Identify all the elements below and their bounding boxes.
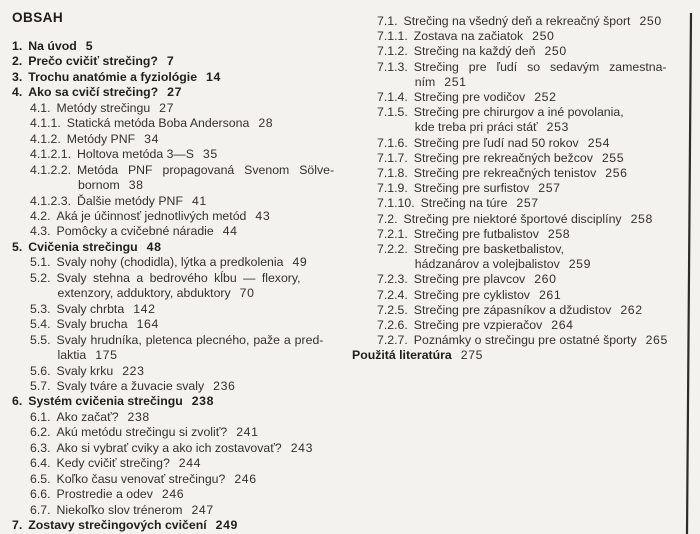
page-number: 7 [166, 54, 175, 69]
page-number: 175 [95, 348, 118, 363]
page-number: 223 [122, 363, 145, 378]
toc-entry-line [30, 333, 346, 348]
entry-number: 7.1.6. [377, 135, 408, 150]
page-number: 38 [128, 178, 144, 193]
toc-entry-line [30, 224, 346, 239]
page-number: 246 [234, 471, 257, 486]
entry-number: 6.4. [30, 456, 51, 471]
entry-text: Ako začať? [56, 409, 119, 424]
page-number: 27 [167, 85, 183, 100]
toc-entry [12, 240, 346, 255]
toc-entry-line [30, 147, 346, 162]
toc-entry-line [30, 255, 346, 270]
entry-text: Metódy PNF [66, 131, 136, 146]
page-number: 34 [144, 131, 160, 146]
toc-entry [377, 242, 687, 272]
toc-entry-line [377, 181, 687, 196]
toc-entry-continuation [30, 348, 346, 363]
toc-entry-line [377, 151, 687, 166]
entry-text: Strečing na všedný deň a rekreačný šport [403, 14, 631, 28]
entry-number: 6. [12, 394, 23, 409]
page-number: 251 [444, 74, 467, 89]
entry-number: 7.1.5. [377, 105, 408, 120]
toc-entry-line [377, 212, 687, 227]
entry-number: 6.1. [30, 409, 51, 424]
entry-text: Strečing pre surfistov [413, 181, 530, 196]
entry-number: 4.1.1. [30, 116, 61, 131]
entry-text-continued: extenzory, adduktory, abduktory [57, 286, 231, 301]
page-number: 41 [191, 193, 207, 208]
entry-text: Použitá literatúra [352, 348, 452, 363]
page-number: 256 [605, 166, 628, 181]
entry-number: 6.7. [30, 502, 51, 517]
entry-text: Poznámky o strečingu pre ostatné športy [413, 333, 637, 348]
entry-text: Strečing pre zápasníkov a džudistov [413, 302, 612, 317]
page-number: 253 [546, 120, 569, 135]
page-number: 254 [587, 135, 611, 150]
toc-entry-continuation [30, 178, 346, 193]
entry-number: 5.4. [30, 317, 51, 332]
toc-entry [352, 348, 687, 363]
entry-text: Svaly stehna a bedrového kĺbu — flexory, [56, 270, 301, 285]
entry-text: Strečing pre ľudí nad 50 rokov [413, 135, 579, 150]
entry-text: Statická metóda Boba Andersona [66, 116, 250, 131]
entry-text: Prostredie a odev [56, 487, 153, 502]
entry-number: 4.1. [30, 100, 51, 115]
toc-entry [377, 14, 687, 29]
toc-entry [30, 194, 346, 209]
toc-entry [30, 333, 346, 364]
page-number: 243 [290, 440, 314, 455]
page-number: 249 [215, 518, 238, 533]
toc-entry [377, 333, 687, 348]
toc-entry-line [30, 456, 346, 471]
toc-entry-line [30, 425, 346, 440]
entry-number: 4.2. [30, 208, 51, 223]
toc-entry [30, 302, 346, 317]
toc-entry-line [377, 90, 687, 105]
entry-text: Zostavy strečingových cvičení [28, 518, 207, 533]
toc-entry-line [377, 333, 687, 348]
page-number: 142 [133, 301, 156, 316]
entry-text: Strečing pre rekreačných tenistov [413, 166, 597, 181]
entry-text: Svaly nohy (chodidla), lýtka a predkolenia [56, 255, 284, 270]
page-number: 5 [85, 39, 94, 53]
page-number: 262 [620, 302, 643, 317]
toc-entry [377, 318, 687, 333]
entry-number: 5.1. [30, 255, 51, 270]
page-number: 259 [568, 257, 592, 272]
entry-text: Niekoľko slov trénerom [56, 502, 183, 517]
toc-entry-line [30, 101, 346, 116]
toc-entry-line [377, 14, 687, 29]
entry-text: Prečo cvičiť strečing? [28, 54, 158, 69]
toc-entry-line [30, 132, 346, 147]
toc-entry-line [12, 70, 346, 85]
toc-entry [30, 116, 346, 131]
toc-entry [30, 163, 346, 194]
toc-entry-line [30, 503, 346, 518]
toc-entry [377, 44, 687, 59]
entry-number: 7. [12, 518, 23, 533]
entry-number: 5.6. [30, 363, 51, 378]
entry-text: Strečing pre vzpieračov [413, 318, 543, 333]
toc-entry-line [352, 348, 687, 363]
page-number: 244 [178, 456, 202, 471]
entry-text: Holtova metóda 3—S [77, 147, 194, 162]
entry-number: 4. [12, 85, 23, 100]
toc-entry [12, 70, 346, 85]
toc-entry-line [30, 302, 346, 317]
entry-text: Strečing pre futbalistov [413, 226, 539, 241]
toc-entry-line [12, 518, 346, 533]
toc-entry-line [30, 317, 346, 332]
toc-column-right [352, 14, 687, 364]
toc-entry [377, 151, 687, 166]
entry-number: 4.1.2.3. [30, 193, 72, 208]
entry-text: Ako sa cvičí strečing? [28, 85, 159, 100]
toc-entry-line [377, 288, 687, 303]
entry-text-continued: hádzanárov a volejbalistov [414, 257, 560, 272]
page-number: 257 [538, 181, 561, 196]
page-number: 241 [236, 425, 259, 440]
entry-text-continued: ním [414, 74, 436, 89]
entry-number: 7.2.4. [377, 287, 408, 302]
entry-number: 7.2.2. [377, 242, 408, 257]
entry-number: 7.1.4. [377, 90, 408, 105]
page-number: 43 [255, 208, 271, 223]
toc-entry-line [12, 394, 346, 409]
toc-entry [12, 39, 346, 54]
entry-text: Pomôcky a cvičebné náradie [56, 224, 214, 239]
page-number: 258 [547, 226, 571, 241]
toc-entry [377, 272, 687, 287]
toc-entry-line [377, 196, 687, 211]
toc-entries-left [12, 39, 346, 534]
page-number: 247 [191, 502, 214, 517]
entry-text: Strečing pre vodičov [413, 90, 526, 105]
page-number: 250 [544, 44, 567, 59]
toc-entry [30, 503, 346, 518]
toc-entry [30, 441, 346, 456]
page-number: 246 [161, 487, 185, 502]
entry-number: 7.1.2. [377, 44, 408, 59]
toc-entry [377, 166, 687, 181]
entry-text: Strečing pre ľudí so sedavým zamestna- [413, 59, 667, 74]
entry-text: Strečing pre niektoré športové disciplíny [403, 211, 622, 226]
toc-entry [30, 271, 346, 302]
toc-entry [377, 136, 687, 151]
page-title: OBSAH [12, 10, 64, 25]
page-number: 164 [136, 317, 159, 332]
entry-text: Koľko času venovať strečingu? [56, 471, 226, 486]
toc-entry [30, 379, 346, 394]
entry-number: 7.2.1. [377, 226, 408, 241]
toc-entry-line [377, 105, 687, 120]
toc-entry-line [12, 54, 346, 69]
page-number: 250 [639, 14, 662, 28]
entry-text: Na úvod [28, 39, 77, 53]
toc-entry [30, 364, 346, 379]
page-number: 27 [159, 100, 175, 115]
entry-text: Metódy strečingu [56, 100, 151, 115]
page-number: 264 [551, 318, 574, 333]
entry-number: 7.1. [377, 14, 398, 28]
page-number: 255 [601, 150, 625, 165]
toc-entry-continuation [30, 286, 346, 301]
page-number: 260 [534, 272, 557, 287]
toc-entry [30, 132, 346, 147]
toc-entry [30, 425, 346, 440]
entry-text: Svaly tváre a žuvacie svaly [56, 378, 205, 393]
entry-text-continued: laktia [57, 348, 87, 363]
toc-entry-line [30, 271, 346, 286]
toc-entry-line [377, 44, 687, 59]
toc-entry [30, 101, 346, 116]
entry-text: Svaly chrbta [56, 301, 125, 316]
entry-number: 4.1.2. [30, 131, 61, 146]
page-number: 70 [239, 286, 255, 301]
toc-entry-line [377, 272, 687, 287]
entry-text: Kedy cvičiť strečing? [56, 456, 170, 471]
entry-number: 3. [12, 69, 23, 84]
entry-number: 7.2.7. [377, 333, 408, 348]
toc-entry [377, 60, 687, 90]
toc-entry [30, 472, 346, 487]
page-number: 44 [222, 224, 238, 239]
entry-number: 6.5. [30, 471, 51, 486]
toc-entries-right [352, 14, 687, 364]
entry-number: 6.3. [30, 440, 51, 455]
toc-entry-line [377, 227, 687, 242]
entry-number: 1. [12, 39, 23, 53]
toc-entry [30, 255, 346, 270]
toc-entry [377, 90, 687, 105]
toc-entry-line [12, 85, 346, 100]
page-number: 48 [146, 239, 162, 254]
toc-entry [377, 105, 687, 135]
toc-entry [30, 209, 346, 224]
page-number: 49 [292, 255, 308, 270]
entry-text: Strečing na každý deň [413, 44, 536, 59]
toc-entry-line [30, 379, 346, 394]
entry-number: 4.1.2.2. [30, 162, 72, 177]
entry-text: Strečing na túre [420, 196, 508, 211]
page-number: 265 [645, 333, 668, 348]
entry-number: 7.1.10. [377, 196, 415, 211]
toc-entry [377, 288, 687, 303]
toc-entry-line [12, 240, 346, 255]
page-number: 35 [202, 147, 218, 162]
toc-entry [30, 317, 346, 332]
toc-entry [12, 394, 346, 409]
page-number: 236 [213, 378, 236, 393]
page-number: 252 [534, 90, 557, 105]
toc-entry-line [30, 209, 346, 224]
toc-entry-continuation [377, 75, 687, 90]
toc-entry-line [377, 29, 687, 44]
entry-text: Strečing pre basketbalistov, [413, 242, 564, 257]
entry-number: 4.1.2.1. [30, 147, 72, 162]
entry-text: Svaly brucha [56, 317, 128, 332]
toc-entry [30, 410, 346, 425]
entry-text: Ďalšie metódy PNF [77, 193, 183, 208]
entry-text: Strečing pre rekreačných bežcov [413, 150, 593, 165]
toc-entry [12, 54, 346, 69]
page-number: 250 [532, 29, 555, 44]
entry-number: 5.7. [30, 378, 51, 393]
entry-text: Strečing pre cyklistov [413, 287, 530, 302]
entry-text: Cvičenia strečingu [28, 239, 138, 254]
toc-entry-line [377, 242, 687, 257]
entry-number: 4.3. [30, 224, 51, 239]
toc-entry [30, 224, 346, 239]
toc-entry [30, 456, 346, 471]
entry-number: 5.5. [30, 332, 51, 347]
entry-number: 7.2.5. [377, 302, 408, 317]
page-number: 28 [258, 116, 274, 131]
entry-text: Zostava na začiatok [413, 29, 524, 44]
toc-entry-line [30, 441, 346, 456]
toc-entry-line [377, 136, 687, 151]
entry-number: 5. [12, 239, 23, 254]
toc-entry-line [30, 116, 346, 131]
toc-entry [377, 303, 687, 318]
entry-text: Metóda PNF propagovaná Svenom Sölve- [77, 162, 335, 177]
entry-number: 2. [12, 54, 23, 69]
page-number: 238 [127, 409, 150, 424]
entry-number: 7.1.8. [377, 166, 408, 181]
entry-text: Ako si vybrať cviky a ako ich zostavovať? [56, 440, 282, 455]
entry-text: Strečing pre plavcov [413, 272, 526, 287]
toc-entry [377, 181, 687, 196]
entry-number: 7.1.9. [377, 181, 408, 196]
toc-entry-line [377, 166, 687, 181]
toc-column-left [12, 9, 346, 534]
toc-entry [12, 85, 346, 100]
toc-entry [377, 29, 687, 44]
toc-entry-line [12, 39, 346, 54]
entry-text: Akú metódu strečingu si zvoliť? [56, 425, 228, 440]
page-number: 261 [538, 287, 562, 302]
page-number: 275 [460, 348, 484, 363]
toc-entry-line [377, 303, 687, 318]
entry-text: Svaly hrudníka, pletenca plecného, paže a pred- [56, 332, 324, 347]
toc-entry-line [30, 364, 346, 379]
entry-number: 7.2. [377, 211, 398, 226]
entry-number: 6.2. [30, 425, 51, 440]
toc-entry-line [30, 487, 346, 502]
entry-text: Svaly krku [56, 363, 114, 378]
toc-entry [30, 487, 346, 502]
toc-entry [30, 147, 346, 162]
entry-text: Strečing pre chirurgov a iné povolania, [413, 105, 624, 120]
entry-number: 7.1.1. [377, 29, 408, 44]
toc-entry-continuation [377, 120, 687, 135]
toc-entry-line [377, 318, 687, 333]
entry-number: 7.1.7. [377, 150, 408, 165]
page-number: 258 [630, 211, 653, 226]
toc-entry-line [30, 163, 346, 178]
toc-entry [12, 518, 346, 533]
toc-entry-line [30, 194, 346, 209]
page-number: 238 [191, 394, 215, 409]
toc-entry-line [30, 410, 346, 425]
entry-number: 5.3. [30, 301, 51, 316]
page-number: 14 [206, 69, 221, 84]
entry-text: Trochu anatómie a fyziológie [28, 69, 198, 84]
toc-entry [377, 212, 687, 227]
entry-text: Systém cvičenia strečingu [28, 394, 183, 409]
toc-entry-line [30, 472, 346, 487]
entry-number: 7.2.6. [377, 318, 408, 333]
toc-entry [377, 196, 687, 211]
entry-number: 7.2.3. [377, 272, 408, 287]
entry-text-continued: kde treba pri práci stáť [414, 120, 538, 135]
entry-text: Aká je účinnosť jednotlivých metód [56, 208, 247, 223]
toc-entry-line [377, 60, 687, 75]
entry-number: 5.2. [30, 270, 51, 285]
page-number: 257 [516, 196, 539, 211]
entry-text-continued: bornom [78, 178, 120, 193]
entry-number: 6.6. [30, 487, 51, 502]
entry-number: 7.1.3. [377, 59, 408, 74]
toc-entry-continuation [377, 257, 687, 272]
toc-entry [377, 227, 687, 242]
